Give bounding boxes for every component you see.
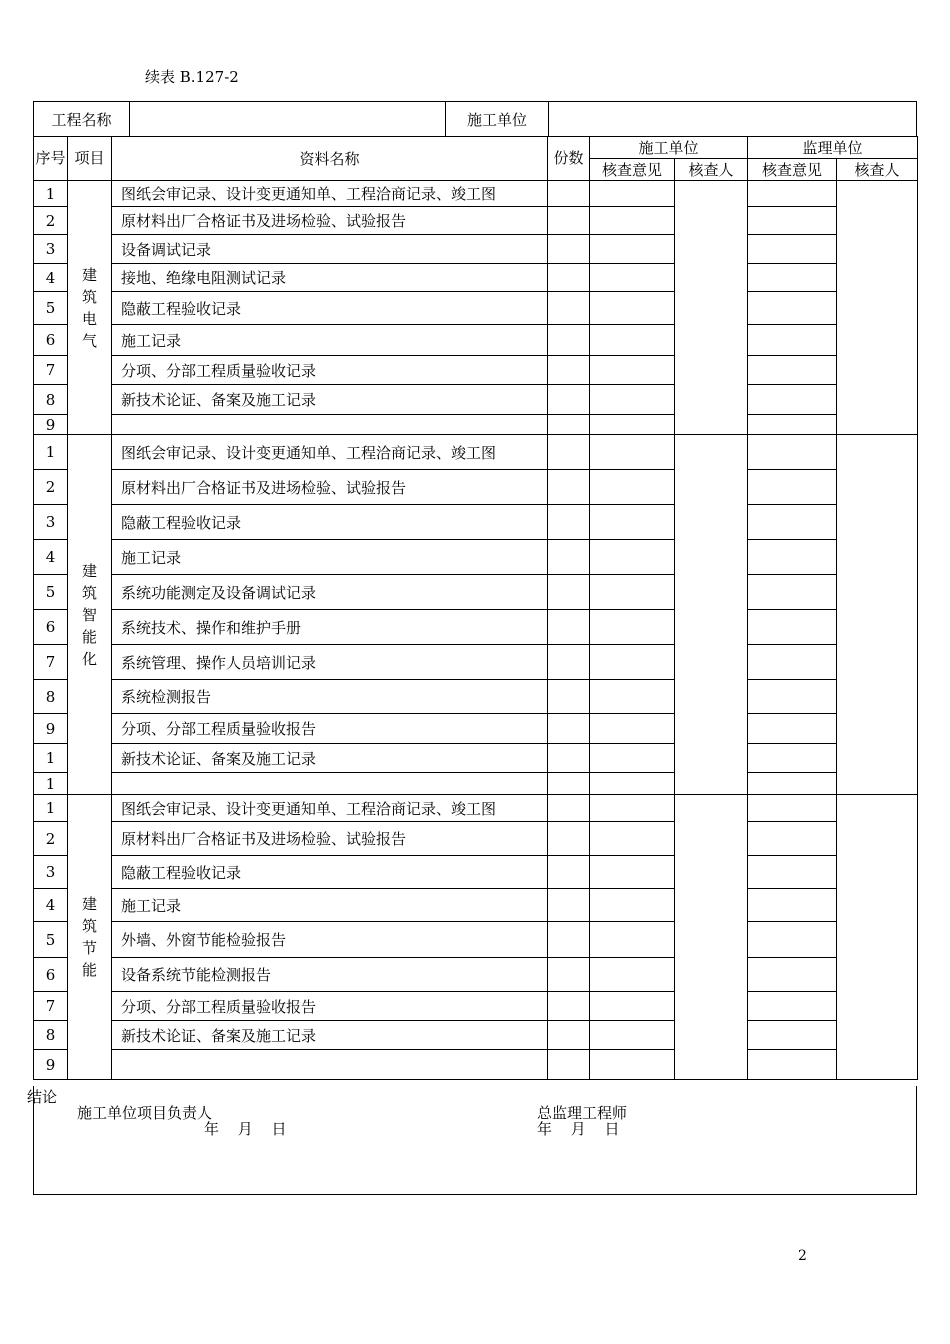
table-row bbox=[34, 680, 918, 714]
row-number: 4 bbox=[34, 540, 68, 575]
row-number: 3 bbox=[34, 235, 68, 264]
document-name: 隐蔽工程验收记录 bbox=[112, 292, 548, 325]
copies-cell[interactable] bbox=[548, 415, 590, 435]
supervisor-opinion-cell[interactable] bbox=[748, 795, 837, 822]
table-row bbox=[34, 773, 918, 795]
contractor-opinion-cell[interactable] bbox=[590, 415, 675, 435]
document-name: 图纸会审记录、设计变更通知单、工程洽商记录、竣工图 bbox=[112, 435, 548, 470]
supervisor-opinion-cell[interactable] bbox=[748, 415, 837, 435]
document-name: 图纸会审记录、设计变更通知单、工程洽商记录、竣工图 bbox=[112, 795, 548, 822]
supervisor-opinion-cell[interactable] bbox=[748, 958, 837, 992]
copies-cell[interactable] bbox=[548, 856, 590, 889]
conclusion-label: 结论 bbox=[27, 1088, 58, 1106]
supervisor-checker-cell[interactable] bbox=[837, 435, 918, 795]
table-row bbox=[34, 207, 918, 235]
row-number: 7 bbox=[34, 356, 68, 385]
row-number: 9 bbox=[34, 415, 68, 435]
supervisor-opinion-cell[interactable] bbox=[748, 992, 837, 1021]
copies-cell[interactable] bbox=[548, 292, 590, 325]
supervisor-opinion-cell[interactable] bbox=[748, 292, 837, 325]
copies-cell[interactable] bbox=[548, 958, 590, 992]
copies-cell[interactable] bbox=[548, 356, 590, 385]
contractor-opinion-cell[interactable] bbox=[590, 385, 675, 415]
supervisor-checker-cell[interactable] bbox=[837, 795, 918, 1080]
row-number: 8 bbox=[34, 1021, 68, 1050]
contractor-opinion-cell[interactable] bbox=[590, 958, 675, 992]
contractor-opinion-cell[interactable] bbox=[590, 992, 675, 1021]
table-row bbox=[34, 575, 918, 610]
document-name: 分项、分部工程质量验收记录 bbox=[112, 356, 548, 385]
supervisor-opinion-cell[interactable] bbox=[748, 1050, 837, 1080]
document-name: 原材料出厂合格证书及进场检验、试验报告 bbox=[112, 470, 548, 505]
contractor-opinion-cell[interactable] bbox=[590, 575, 675, 610]
document-name: 原材料出厂合格证书及进场检验、试验报告 bbox=[112, 207, 548, 235]
document-name: 系统技术、操作和维护手册 bbox=[112, 610, 548, 645]
copies-cell[interactable] bbox=[548, 325, 590, 356]
copies-cell[interactable] bbox=[548, 181, 590, 207]
document-name: 新技术论证、备案及施工记录 bbox=[112, 385, 548, 415]
contractor-signature-label: 施工单位项目负责人 bbox=[77, 1104, 213, 1122]
contractor-opinion-cell[interactable] bbox=[590, 889, 675, 922]
row-number: 3 bbox=[34, 505, 68, 540]
row-number: 1 bbox=[34, 435, 68, 470]
row-number: 6 bbox=[34, 325, 68, 356]
copies-cell[interactable] bbox=[548, 1050, 590, 1080]
table-row bbox=[34, 505, 918, 540]
column-header-contractor-checker: 核查人 bbox=[675, 159, 748, 181]
project-header-table bbox=[33, 101, 917, 137]
copies-cell[interactable] bbox=[548, 505, 590, 540]
supervisor-opinion-cell[interactable] bbox=[748, 505, 837, 540]
conclusion-section bbox=[27, 1086, 917, 1195]
table-row bbox=[34, 856, 918, 889]
document-name: 分项、分部工程质量验收报告 bbox=[112, 714, 548, 744]
copies-cell[interactable] bbox=[548, 889, 590, 922]
row-number: 9 bbox=[34, 714, 68, 744]
category-cell: 建筑电气 bbox=[68, 181, 112, 435]
table-row bbox=[34, 540, 918, 575]
contractor-opinion-cell[interactable] bbox=[590, 680, 675, 714]
copies-cell[interactable] bbox=[548, 992, 590, 1021]
copies-cell[interactable] bbox=[548, 922, 590, 958]
copies-cell[interactable] bbox=[548, 470, 590, 505]
supervisor-opinion-cell[interactable] bbox=[748, 744, 837, 773]
column-header-supervisor-opinion: 核查意见 bbox=[748, 159, 837, 181]
copies-cell[interactable] bbox=[548, 1021, 590, 1050]
supervisor-opinion-cell[interactable] bbox=[748, 773, 837, 795]
contractor-opinion-cell[interactable] bbox=[590, 856, 675, 889]
table-row bbox=[34, 645, 918, 680]
contractor-opinion-cell[interactable] bbox=[590, 795, 675, 822]
table-caption: 续表 B.127-2 bbox=[145, 68, 239, 86]
document-name: 施工记录 bbox=[112, 540, 548, 575]
supervisor-opinion-cell[interactable] bbox=[748, 922, 837, 958]
supervisor-opinion-cell[interactable] bbox=[748, 385, 837, 415]
copies-cell[interactable] bbox=[548, 435, 590, 470]
row-number: 1 bbox=[34, 795, 68, 822]
copies-cell[interactable] bbox=[548, 773, 590, 795]
table-row bbox=[34, 958, 918, 992]
row-number: 2 bbox=[34, 822, 68, 856]
supervisor-opinion-cell[interactable] bbox=[748, 540, 837, 575]
copies-cell[interactable] bbox=[548, 540, 590, 575]
row-number: 6 bbox=[34, 958, 68, 992]
table-row bbox=[34, 889, 918, 922]
contractor-opinion-cell[interactable] bbox=[590, 822, 675, 856]
contractor-opinion-cell[interactable] bbox=[590, 207, 675, 235]
document-name: 接地、绝缘电阻测试记录 bbox=[112, 264, 548, 292]
contractor-label: 施工单位 bbox=[446, 102, 549, 137]
document-name: 图纸会审记录、设计变更通知单、工程洽商记录、竣工图 bbox=[112, 181, 548, 207]
column-group-contractor: 施工单位 bbox=[590, 137, 748, 159]
contractor-date: 年 月 日 bbox=[204, 1120, 287, 1138]
column-header-supervisor-checker: 核查人 bbox=[837, 159, 918, 181]
table-row bbox=[34, 385, 918, 415]
category-cell: 建筑节能 bbox=[68, 795, 112, 1080]
column-header-contractor-opinion: 核查意见 bbox=[590, 159, 675, 181]
row-number: 1 bbox=[34, 181, 68, 207]
document-name: 隐蔽工程验收记录 bbox=[112, 505, 548, 540]
column-header-doc-name: 资料名称 bbox=[112, 137, 548, 181]
contractor-opinion-cell[interactable] bbox=[590, 292, 675, 325]
contractor-opinion-cell[interactable] bbox=[590, 505, 675, 540]
document-name: 原材料出厂合格证书及进场检验、试验报告 bbox=[112, 822, 548, 856]
copies-cell[interactable] bbox=[548, 610, 590, 645]
row-number: 8 bbox=[34, 680, 68, 714]
supervisor-opinion-cell[interactable] bbox=[748, 680, 837, 714]
table-row bbox=[34, 435, 918, 470]
table-row bbox=[34, 822, 918, 856]
copies-cell[interactable] bbox=[548, 680, 590, 714]
contractor-opinion-cell[interactable] bbox=[590, 610, 675, 645]
supervisor-opinion-cell[interactable] bbox=[748, 264, 837, 292]
table-row bbox=[34, 356, 918, 385]
supervisor-opinion-cell[interactable] bbox=[748, 235, 837, 264]
contractor-opinion-cell[interactable] bbox=[590, 264, 675, 292]
contractor-opinion-cell[interactable] bbox=[590, 540, 675, 575]
document-name bbox=[112, 773, 548, 795]
supervisor-opinion-cell[interactable] bbox=[748, 435, 837, 470]
contractor-opinion-cell[interactable] bbox=[590, 181, 675, 207]
supervisor-opinion-cell[interactable] bbox=[748, 575, 837, 610]
contractor-checker-cell[interactable] bbox=[675, 435, 748, 795]
contractor-opinion-cell[interactable] bbox=[590, 325, 675, 356]
table-row bbox=[34, 610, 918, 645]
contractor-checker-cell[interactable] bbox=[675, 181, 748, 435]
contractor-opinion-cell[interactable] bbox=[590, 645, 675, 680]
contractor-opinion-cell[interactable] bbox=[590, 235, 675, 264]
table-row bbox=[34, 795, 918, 822]
table-row bbox=[34, 714, 918, 744]
row-number: 8 bbox=[34, 385, 68, 415]
document-name: 新技术论证、备案及施工记录 bbox=[112, 1021, 548, 1050]
table-row bbox=[34, 292, 918, 325]
row-number: 1 bbox=[34, 744, 68, 773]
category-cell: 建筑智能化 bbox=[68, 435, 112, 795]
supervisor-date: 年 月 日 bbox=[537, 1120, 620, 1138]
copies-cell[interactable] bbox=[548, 575, 590, 610]
document-name: 设备调试记录 bbox=[112, 235, 548, 264]
document-name: 隐蔽工程验收记录 bbox=[112, 856, 548, 889]
row-number: 7 bbox=[34, 645, 68, 680]
column-group-supervisor: 监理单位 bbox=[748, 137, 918, 159]
document-name bbox=[112, 1050, 548, 1080]
document-name: 分项、分部工程质量验收报告 bbox=[112, 992, 548, 1021]
document-name: 系统功能测定及设备调试记录 bbox=[112, 575, 548, 610]
page-number: 2 bbox=[798, 1248, 807, 1264]
table-row bbox=[34, 992, 918, 1021]
contractor-opinion-cell[interactable] bbox=[590, 470, 675, 505]
contractor-opinion-cell[interactable] bbox=[590, 435, 675, 470]
row-number: 4 bbox=[34, 264, 68, 292]
document-name: 外墙、外窗节能检验报告 bbox=[112, 922, 548, 958]
supervisor-opinion-cell[interactable] bbox=[748, 470, 837, 505]
table-row bbox=[34, 325, 918, 356]
document-name bbox=[112, 415, 548, 435]
row-number: 5 bbox=[34, 575, 68, 610]
contractor-opinion-cell[interactable] bbox=[590, 714, 675, 744]
supervisor-opinion-cell[interactable] bbox=[748, 714, 837, 744]
row-number: 7 bbox=[34, 992, 68, 1021]
column-header-item: 项目 bbox=[68, 137, 112, 181]
supervisor-opinion-cell[interactable] bbox=[748, 1021, 837, 1050]
table-row bbox=[34, 744, 918, 773]
document-name: 系统检测报告 bbox=[112, 680, 548, 714]
row-number: 2 bbox=[34, 207, 68, 235]
row-number: 5 bbox=[34, 922, 68, 958]
supervisor-opinion-cell[interactable] bbox=[748, 207, 837, 235]
supervisor-signature-label: 总监理工程师 bbox=[537, 1104, 628, 1122]
contractor-opinion-cell[interactable] bbox=[590, 356, 675, 385]
row-number: 1 bbox=[34, 773, 68, 795]
contractor-opinion-cell[interactable] bbox=[590, 1050, 675, 1080]
supervisor-opinion-cell[interactable] bbox=[748, 856, 837, 889]
copies-cell[interactable] bbox=[548, 264, 590, 292]
document-name: 系统管理、操作人员培训记录 bbox=[112, 645, 548, 680]
column-header-seq: 序号 bbox=[34, 137, 68, 181]
table-row bbox=[34, 181, 918, 207]
project-name-label: 工程名称 bbox=[34, 102, 130, 137]
document-name: 设备系统节能检测报告 bbox=[112, 958, 548, 992]
copies-cell[interactable] bbox=[548, 744, 590, 773]
supervisor-opinion-cell[interactable] bbox=[748, 822, 837, 856]
contractor-opinion-cell[interactable] bbox=[590, 1021, 675, 1050]
copies-cell[interactable] bbox=[548, 235, 590, 264]
contractor-checker-cell[interactable] bbox=[675, 795, 748, 1080]
supervisor-opinion-cell[interactable] bbox=[748, 325, 837, 356]
supervisor-opinion-cell[interactable] bbox=[748, 181, 837, 207]
table-row bbox=[34, 264, 918, 292]
table-row bbox=[34, 470, 918, 505]
table-row bbox=[34, 1021, 918, 1050]
contractor-field[interactable] bbox=[549, 102, 917, 137]
supervisor-opinion-cell[interactable] bbox=[748, 889, 837, 922]
supervisor-opinion-cell[interactable] bbox=[748, 610, 837, 645]
row-number: 5 bbox=[34, 292, 68, 325]
copies-cell[interactable] bbox=[548, 822, 590, 856]
contractor-opinion-cell[interactable] bbox=[590, 922, 675, 958]
table-row bbox=[34, 415, 918, 435]
supervisor-opinion-cell[interactable] bbox=[748, 645, 837, 680]
document-check-table bbox=[33, 136, 918, 1080]
table-row bbox=[34, 1050, 918, 1080]
copies-cell[interactable] bbox=[548, 207, 590, 235]
contractor-opinion-cell[interactable] bbox=[590, 744, 675, 773]
copies-cell[interactable] bbox=[548, 714, 590, 744]
document-name: 施工记录 bbox=[112, 325, 548, 356]
row-number: 4 bbox=[34, 889, 68, 922]
project-name-field[interactable] bbox=[130, 102, 446, 137]
supervisor-opinion-cell[interactable] bbox=[748, 356, 837, 385]
copies-cell[interactable] bbox=[548, 385, 590, 415]
document-name: 新技术论证、备案及施工记录 bbox=[112, 744, 548, 773]
row-number: 6 bbox=[34, 610, 68, 645]
row-number: 2 bbox=[34, 470, 68, 505]
copies-cell[interactable] bbox=[548, 645, 590, 680]
table-row bbox=[34, 235, 918, 264]
table-row bbox=[34, 922, 918, 958]
supervisor-checker-cell[interactable] bbox=[837, 181, 918, 435]
row-number: 9 bbox=[34, 1050, 68, 1080]
copies-cell[interactable] bbox=[548, 795, 590, 822]
contractor-opinion-cell[interactable] bbox=[590, 773, 675, 795]
document-name: 施工记录 bbox=[112, 889, 548, 922]
row-number: 3 bbox=[34, 856, 68, 889]
column-header-copies: 份数 bbox=[548, 137, 590, 181]
